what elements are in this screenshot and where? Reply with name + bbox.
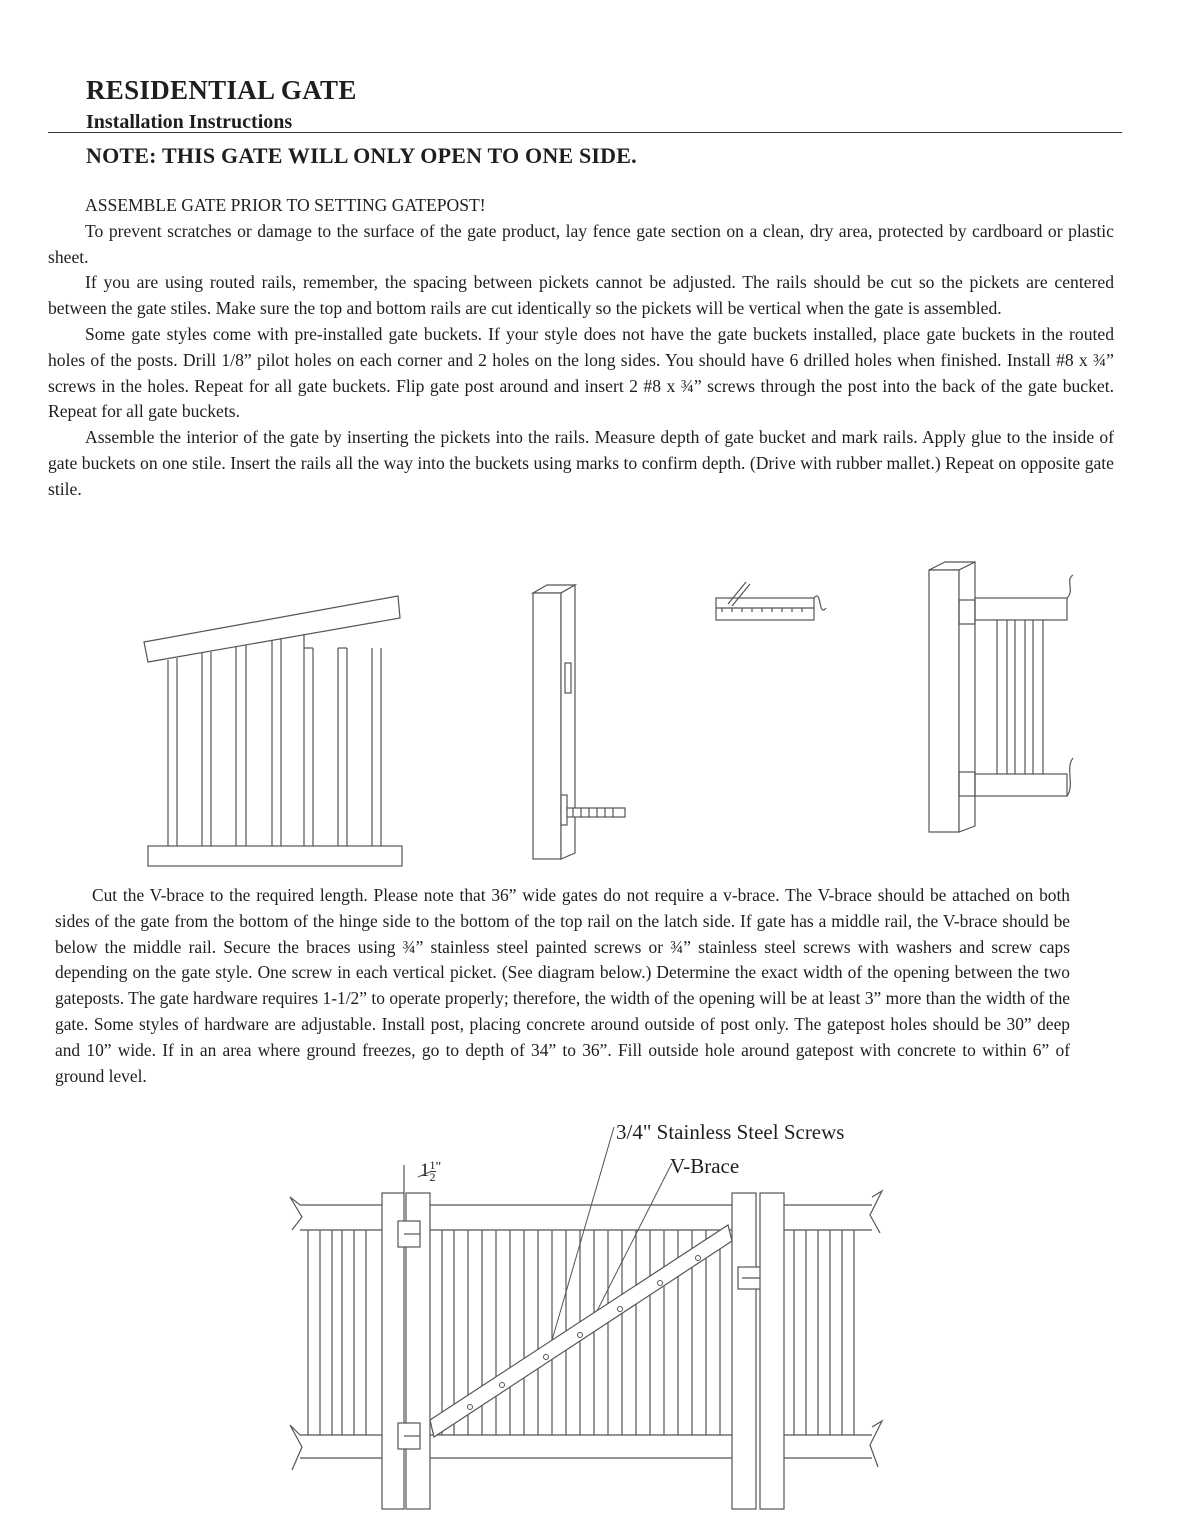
gate-note: NOTE: THIS GATE WILL ONLY OPEN TO ONE SIDE. <box>86 143 637 168</box>
gap-unit: " <box>435 1160 442 1175</box>
vbrace-label: V-Brace <box>670 1154 740 1178</box>
instruction-paragraph: Some gate styles come with pre-installed gate buckets. If your style does not have the gate buckets installed, place gate buckets in the routed holes of the posts. Drill 1/8” pilot holes on each corner and 2 holes on the long sides. You should have 6 drilled holes when finished. Install #8 x ¾” screws in the holes. Repeat for all gate buckets. Flip gate post around and insert 2 #8 x ¾” screws through the post into the back of the gate bucket. Repeat for all gate buckets. <box>48 323 1114 422</box>
header-divider <box>48 132 1122 133</box>
page-title: RESIDENTIAL GATE <box>86 75 357 105</box>
page-subtitle: Installation Instructions <box>86 111 293 133</box>
vbrace-instructions-block <box>55 883 1070 1089</box>
instruction-paragraph: To prevent scratches or damage to the surface of the gate product, lay fence gate section on a clean, dry area, protected by cardboard or plastic sheet. <box>48 220 1114 267</box>
rails-into-post-figure <box>925 560 1085 835</box>
screws-label: 3/4" Stainless Steel Screws <box>616 1120 845 1144</box>
rail-picket-assembly-figure <box>140 590 410 875</box>
vbrace-instruction-paragraph: Cut the V-brace to the required length. Please note that 36” wide gates do not require a v-brace. The V-brace should be attached on both sides of the gate from the bottom of the hinge side to the bottom of the top rail on the latch side. If gate has a middle rail, the V-brace should be below the middle rail. Secure the braces using ¾” stainless steel painted screws or ¾” stainless steel screws with washers and screw caps depending on the gate style. One screw in each vertical picket. (See diagram below.) Determine the exact width of the opening between the two gateposts. The gate hardware requires 1-1/2” to operate properly; therefore, the width of the opening will be at least 3” more than the width of the gate. Some styles of hardware are adjustable. Install post, placing concrete around outside of post only. The gatepost holes should be 30” deep and 10” wide. If in an area where ground freezes, go to depth of 34” to 36”. Fill outside hole around gatepost with concrete to within 6” of ground level. <box>55 885 1070 1086</box>
instruction-heading: ASSEMBLE GATE PRIOR TO SETTING GATEPOST! <box>85 195 486 215</box>
instruction-paragraph: Assemble the interior of the gate by inserting the pickets into the rails. Measure depth of gate bucket and mark rails. Apply glue to the inside of gate buckets on one stile. Insert the rails all the way into the buckets using marks to confirm depth. (Drive with rubber mallet.) Repeat on opposite gate stile. <box>48 427 1114 499</box>
gate-vbrace-diagram <box>280 1125 900 1510</box>
gatepost-bucket-figure <box>525 583 635 863</box>
instructions-block <box>48 193 1114 503</box>
gap-denominator: 2 <box>429 1170 436 1185</box>
gap-whole: 1 <box>420 1160 430 1181</box>
rail-marking-figure <box>710 578 830 628</box>
instruction-paragraph: If you are using routed rails, remember, the spacing between pickets cannot be adjusted. The rails should be cut so the pickets are centered between the gate stiles. Make sure the top and bottom rails are cut identically so the pickets will be vertical when the gate is assembled. <box>48 272 1114 319</box>
gap-numerator: 1 <box>429 1158 436 1173</box>
